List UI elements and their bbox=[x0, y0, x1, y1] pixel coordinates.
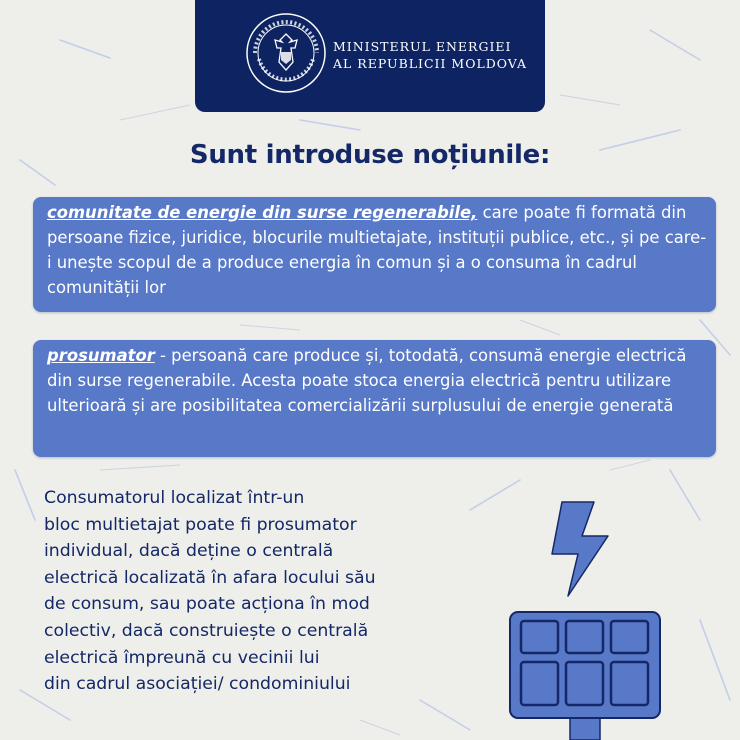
text-line: bloc multietajat poate fi prosumator bbox=[44, 514, 357, 535]
text-line: Consumatorul localizat într-un bbox=[44, 488, 305, 508]
definition-card-prosumer bbox=[33, 340, 716, 457]
solar-panel-icon bbox=[490, 610, 680, 740]
ministry-name-line2: AL REPUBLICII MOLDOVA bbox=[333, 56, 528, 71]
text-line: colectiv, dacă construiește o centrală bbox=[44, 620, 369, 641]
page-title: Sunt introduse noțiunile: bbox=[189, 140, 551, 170]
ministry-name bbox=[333, 38, 527, 72]
text-line: din cadrul asociației/ condominiului bbox=[44, 674, 351, 695]
text-line: electrică împreună cu vecinii lui bbox=[44, 647, 320, 668]
definition-text: care poate fi formată din persoane fizice, juridice, blocurile multietajate, instituții publice, etc., și pe care-i unește scopul de a produce energia în comun și a o consuma în cadrul comunității lor bbox=[47, 203, 707, 297]
text-line: individual, dacă deține o centrală bbox=[44, 541, 334, 562]
definition-card-community bbox=[33, 197, 716, 312]
definition-text: - persoană care produce și, totodată, consumă energie electrică din surse regenerabile. Acesta poate stoca energia electrică pentru utilizare ulterioară și are posibilitatea comercializării surplusului de energie generată bbox=[47, 346, 687, 415]
ministry-header bbox=[195, 0, 545, 112]
definition-term: comunitate de energie din surse regenerabile, bbox=[47, 203, 478, 222]
definition-term: prosumator bbox=[47, 346, 155, 365]
state-seal-icon bbox=[245, 12, 327, 94]
prosumer-explanation bbox=[44, 485, 464, 698]
lightning-bolt-icon bbox=[548, 500, 612, 598]
text-line: de consum, sau poate acționa în mod bbox=[44, 594, 370, 615]
text-line: electrică localizată în afara locului său bbox=[44, 567, 376, 588]
ministry-name-line1: MINISTERUL ENERGIEI bbox=[333, 39, 512, 54]
